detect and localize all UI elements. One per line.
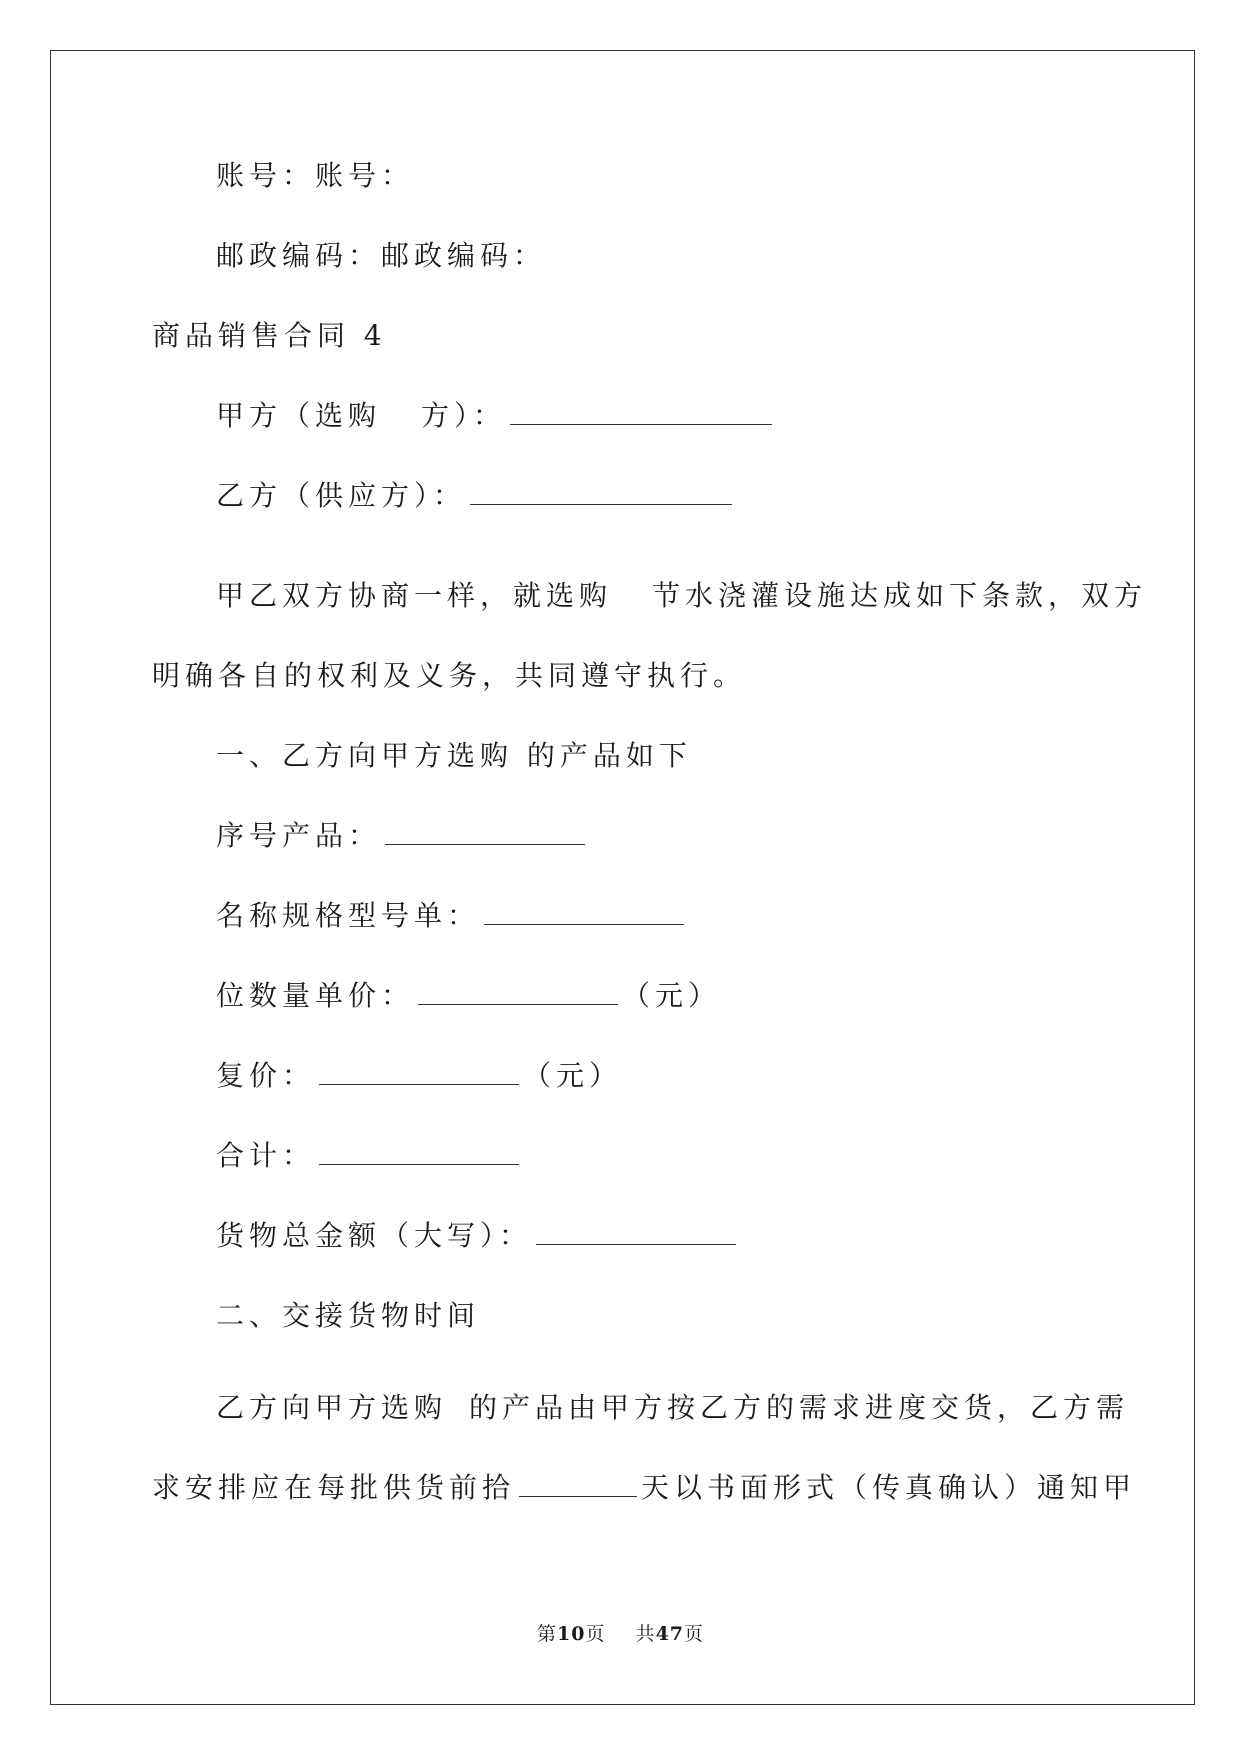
party-a-label-2: 方）： (421, 399, 507, 432)
contract-title (152, 316, 387, 356)
spec-blank (484, 896, 684, 925)
footer-total-pages: 47 (655, 1623, 685, 1645)
amount-caps-label: 货物总金额（大写）： (216, 1219, 533, 1252)
footer-page-suffix: 页 (585, 1623, 606, 1645)
compound-price-blank (319, 1056, 519, 1085)
party-b-blank (470, 476, 732, 505)
unit-price-line (216, 976, 721, 1016)
delivery-text-2a: 求安排应在每批供货前拾 (152, 1471, 516, 1504)
delivery-text-1a: 乙方向甲方选购 (216, 1391, 448, 1424)
intro-line-2 (152, 656, 746, 696)
compound-price-unit: （元） (523, 1059, 623, 1092)
compound-price-label: 复价： (216, 1059, 316, 1092)
footer-page-number: 10 (556, 1623, 586, 1645)
amount-caps-blank (536, 1216, 736, 1245)
page-footer (0, 1620, 1241, 1648)
item-no-label: 序号产品： (216, 819, 382, 852)
postcode-text: 邮政编码：邮政编码： (216, 239, 547, 272)
footer-total-prefix: 共 (635, 1623, 656, 1645)
intro-line-1 (216, 576, 1147, 616)
delivery-line-1 (216, 1388, 1129, 1428)
section-1-heading (216, 736, 692, 776)
page-border (50, 50, 1195, 1705)
spec-label: 名称规格型号单： (216, 899, 481, 932)
unit-price-unit: （元） (622, 979, 722, 1012)
footer-total-suffix: 页 (684, 1623, 705, 1645)
item-no-line (216, 816, 589, 856)
total-blank (319, 1136, 519, 1165)
delivery-text-2b: 天以书面形式（传真确认）通知甲 (641, 1471, 1137, 1504)
total-line (216, 1136, 523, 1176)
section-1-text: 一、乙方向甲方选购 的产品如下 (216, 739, 692, 772)
unit-price-blank (418, 976, 618, 1005)
party-b-label: 乙方（供应方）： (216, 479, 467, 512)
compound-price-line (216, 1056, 622, 1096)
intro-text-1a: 甲乙双方协商一样，就选购 (216, 579, 613, 612)
footer-prefix: 第 (536, 1623, 557, 1645)
item-no-blank (385, 816, 585, 845)
total-label: 合计： (216, 1139, 316, 1172)
intro-text-1b: 节水浇灌设施达成如下条款，双方 (652, 579, 1148, 612)
contract-title-text: 商品销售合同 4 (152, 319, 387, 352)
postcode-line (216, 236, 546, 276)
account-line (216, 156, 414, 196)
delivery-days-blank (519, 1468, 637, 1497)
party-a-blank (510, 396, 772, 425)
party-a-label-1: 甲方（选购 (216, 399, 382, 432)
party-a-line (216, 396, 776, 436)
delivery-line-2 (152, 1468, 1136, 1508)
party-b-line (216, 476, 736, 516)
amount-caps-line (216, 1216, 740, 1256)
spec-line (216, 896, 688, 936)
delivery-text-1b: 的产品由甲方按乙方的需求进度交货，乙方需 (469, 1391, 1130, 1424)
account-text: 账号：账号： (216, 159, 415, 192)
intro-text-2: 明确各自的权利及义务，共同遵守执行。 (152, 659, 747, 692)
section-2-heading (216, 1296, 480, 1336)
section-2-text: 二、交接货物时间 (216, 1299, 481, 1332)
unit-price-label: 位数量单价： (216, 979, 415, 1012)
